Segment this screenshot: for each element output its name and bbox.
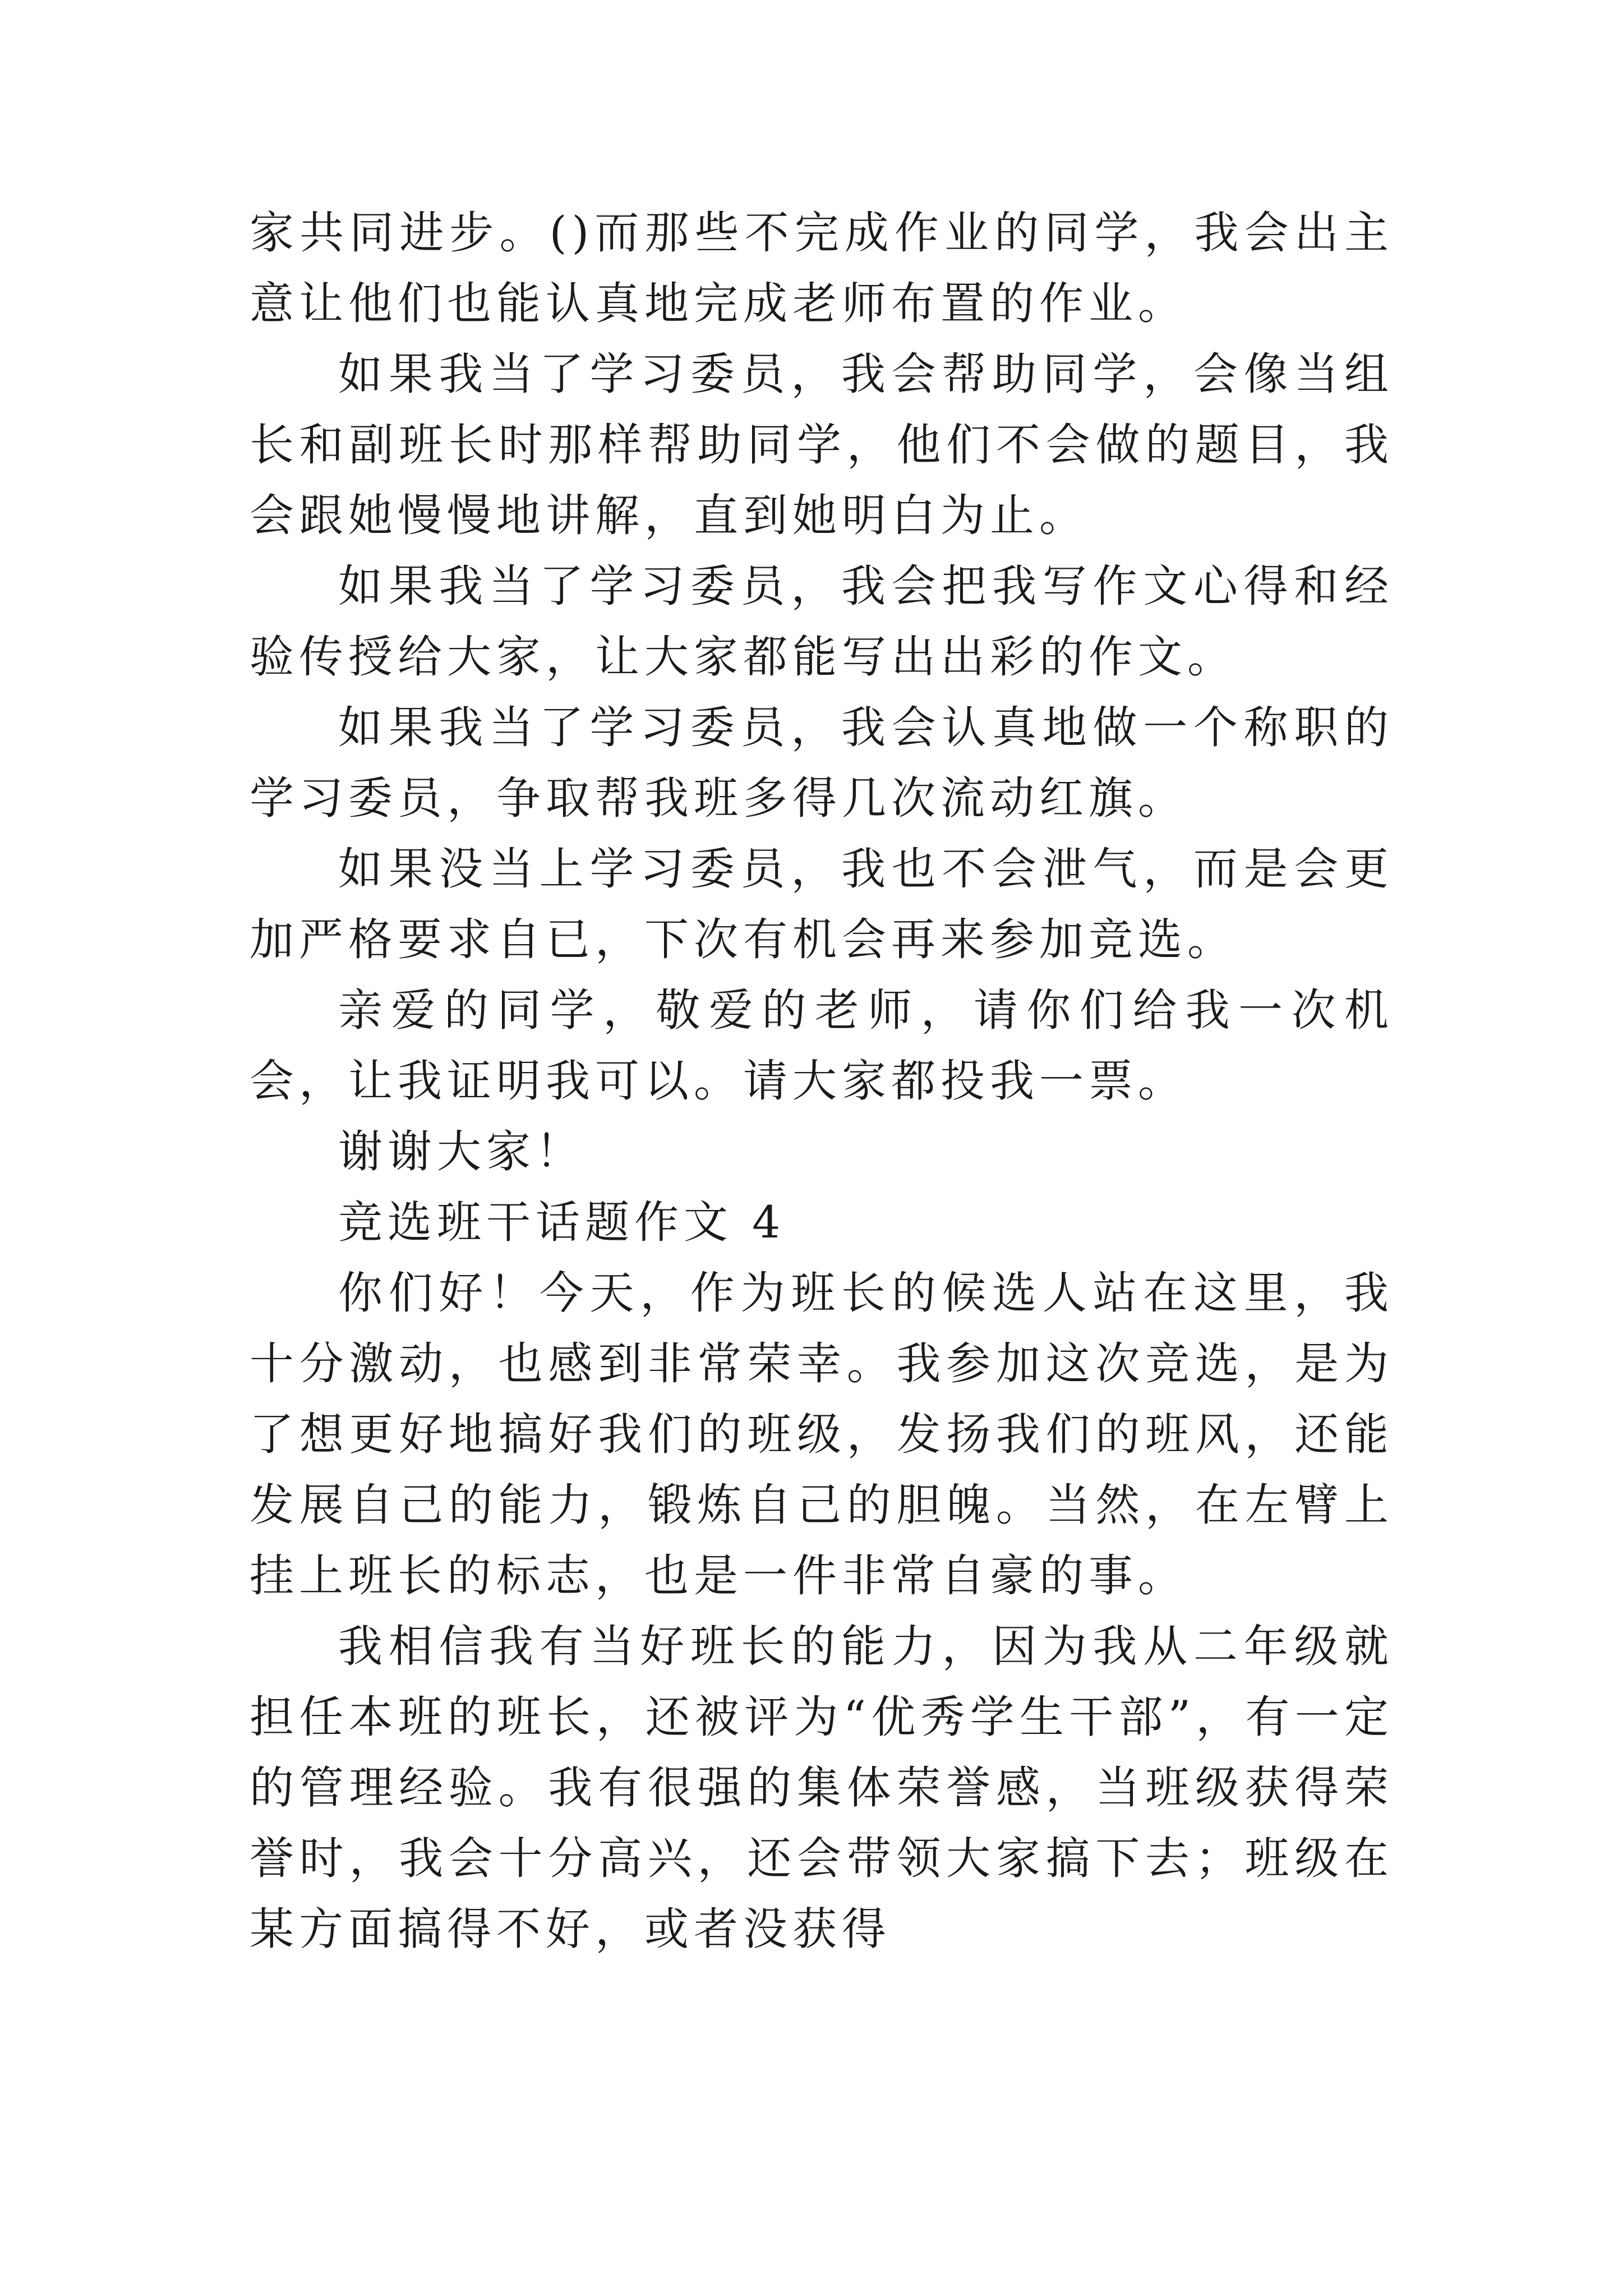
paragraph-2: 如果我当了学习委员，我会帮助同学，会像当组长和副班长时那样帮助同学，他们不会做的题目，我会跟她慢慢地讲解，直到她明白为止。 xyxy=(250,348,1394,541)
paragraph-5: 如果没当上学习委员，我也不会泄气，而是会更加严格要求自已，下次有机会再来参加竞选。 xyxy=(250,843,1394,965)
paragraph-1: 家共同进步。()而那些不完成作业的同学，我会出主意让他们也能认真地完成老师布置的作业。 xyxy=(250,207,1394,329)
paragraph-3: 如果我当了学习委员，我会把我写作文心得和经验传授给大家，让大家都能写出出彩的作文。 xyxy=(250,560,1394,683)
paragraph-6: 亲爱的同学，敬爱的老师，请你们给我一次机会，让我证明我可以。请大家都投我一票。 xyxy=(250,984,1394,1107)
document-body xyxy=(250,197,1394,1964)
paragraph-7: 你们好！今天，作为班长的候选人站在这里，我十分激动，也感到非常荣幸。我参加这次竞选，是为了想更好地搞好我们的班级，发扬我们的班风，还能发展自己的能力，锻炼自己的胆魄。当然，在左臂上挂上班长的标志，也是一件非常自豪的事。 xyxy=(250,1267,1394,1602)
paragraph-8: 我相信我有当好班长的能力，因为我从二年级就担任本班的班长，还被评为“优秀学生干部”，有一定的管理经验。我有很强的集体荣誉感，当班级获得荣誉时，我会十分高兴，还会带领大家搞下去；班级在某方面搞得不好，或者没获得 xyxy=(250,1621,1394,1955)
section-heading: 竞选班干话题作文 4 xyxy=(338,1197,786,1248)
closing-thanks: 谢谢大家！ xyxy=(338,1126,585,1177)
paragraph-4: 如果我当了学习委员，我会认真地做一个称职的学习委员，争取帮我班多得几次流动红旗。 xyxy=(250,702,1394,824)
